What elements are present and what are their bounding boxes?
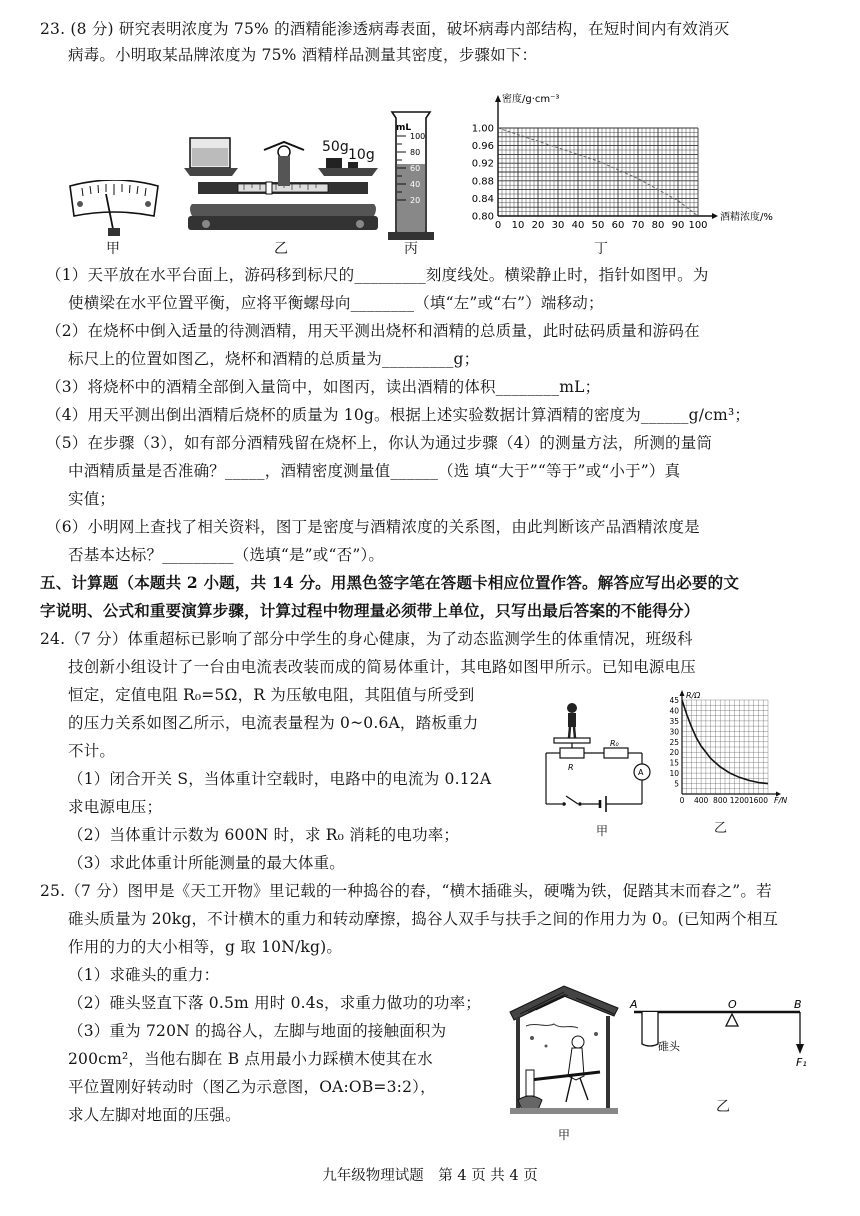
q23-step-1b: 使横梁在水平位置平衡，应将平衡螺母向________（填“左”或“右”）端移动； [68, 294, 604, 312]
y-axis-arrow [495, 95, 501, 102]
y-axis-label: R/Ω [686, 691, 701, 700]
q23-step-2b: 标尺上的位置如图乙，烧杯和酒精的总质量为_________g； [68, 350, 480, 368]
x-tick-label: 400 [693, 796, 709, 805]
resistor-r-label: R [568, 763, 574, 772]
section-5-heading-1: 五、计算题（本题共 2 小题，共 14 分。用黑色签字笔在答题卡相应位置作答。解答应写出必要的文 [40, 573, 740, 592]
q24-line-3: 恒定，定值电阻 R₀=5Ω，R 为压敏电阻，其阻值与所受到 [68, 686, 475, 704]
figure-yi-caption: 乙 [274, 241, 288, 257]
weight-10g-label: 10g [348, 147, 375, 163]
q25-line-2: 碓头质量为 20kg，不计横木的重力和转动摩擦，捣谷人双手与扶手之间的作用力为 0。(已知两个相互 [68, 910, 779, 928]
x-tick-label: 60 [611, 220, 625, 231]
lever-point-a: A [630, 1000, 638, 1011]
q24-line-1: 24.（7 分）体重超标已影响了部分中学生的身心健康，为了动态监测学生的体重情况，班级科 [40, 630, 693, 648]
rf-graph-caption: 乙 [714, 821, 728, 836]
y-tick-label: 15 [669, 758, 679, 768]
q23-line-2: 病毒。小明取某品牌浓度为 75% 酒精样品测量其密度，步骤如下： [68, 46, 538, 64]
q25-step-2: （2）碓头竖直下落 0.5m 用时 0.4s，求重力做功的功率； [68, 994, 481, 1012]
y-tick-label: 30 [669, 727, 679, 737]
cylinder-tick-100: 100 [410, 132, 426, 141]
cylinder-tick-20: 20 [410, 196, 421, 205]
q25-step-3c: 平位置刚好转动时（图乙为示意图，OA:OB=3:2）， [68, 1078, 436, 1096]
cylinder-unit: mL [396, 123, 412, 133]
x-tick-label: 50 [591, 220, 605, 231]
pointer-scale-figure [66, 180, 162, 240]
x-tick-label: 90 [671, 220, 685, 231]
circuit-caption: 甲 [596, 824, 609, 838]
q25-line-3: 作用的力的大小相等，g 取 10N/kg)。 [68, 938, 343, 956]
figure-bing-caption: 丙 [404, 241, 418, 257]
q23-step-3: （3）将烧杯中的酒精全部倒入量筒中，如图丙，读出酒精的体积________mL； [46, 378, 601, 396]
resistance-force-chart [660, 688, 790, 812]
q24-step-2: （2）当体重计示数为 600N 时，求 R₀ 消耗的电功率； [68, 826, 460, 844]
q23-line-1: 23. (8 分) 研究表明浓度为 75% 的酒精能渗透病毒表面，破坏病毒内部结构，在短时间内有效消灭 [40, 20, 730, 38]
q23-step-5a: （5）在步骤（3），如有部分酒精残留在烧杯上，你认为通过步骤（4）的测量方法，所测的量筒 [46, 434, 713, 452]
q25-step-3a: （3）重为 720N 的捣谷人，左脚与地面的接触面积为 [68, 1022, 447, 1040]
circuit-figure [542, 700, 660, 820]
force-f1-label: F₁ [796, 1056, 807, 1069]
q25-step-3b: 200cm²，当他右脚在 B 点用最小力踩横木使其在水 [68, 1050, 433, 1068]
q23-step-6b: 否基本达标？_________（选填“是”或“否”）。 [68, 546, 385, 564]
cylinder-tick-60: 60 [410, 164, 421, 173]
x-axis-arrow [712, 213, 718, 219]
y-tick-label: 0.88 [471, 176, 494, 188]
q23-step-5c: 实值； [68, 490, 116, 508]
weight-50g [326, 158, 342, 168]
lever-point-o: O [728, 1000, 737, 1011]
y-axis-arrow [680, 690, 685, 696]
y-axis-label: 密度/g·cm⁻³ [502, 94, 560, 105]
pounding-mill-illustration [506, 968, 622, 1124]
x-tick-label: 40 [571, 220, 585, 231]
figure-jia-caption: 甲 [106, 241, 120, 257]
x-tick-label: 30 [551, 220, 565, 231]
x-tick-label: 80 [651, 220, 665, 231]
x-tick-label: 0 [494, 220, 502, 231]
q24-line-5: 不计。 [68, 742, 116, 760]
y-tick-label: 1.00 [471, 123, 494, 135]
x-axis-label: F/N [774, 796, 788, 805]
q24-step-3: （3）求此体重计所能测量的最大体重。 [68, 854, 345, 872]
q23-step-1a: （1）天平放在水平台面上，游码移到标尺的_________刻度线处。横梁静止时，指针如图甲。为 [46, 266, 709, 284]
lever-caption: 乙 [716, 1099, 730, 1115]
figure-ding-caption: 丁 [594, 241, 608, 257]
q25-step-1: （1）求碓头的重力： [68, 966, 220, 984]
cylinder-tick-80: 80 [410, 148, 421, 157]
x-tick-label: 800 [713, 796, 728, 805]
density-concentration-chart [452, 92, 798, 242]
pestle-head-label: 碓头 [658, 1040, 680, 1053]
ammeter-label: A [638, 768, 644, 777]
lever-point-b: B [794, 1000, 802, 1011]
q24-step-1b: 求电源电压； [68, 798, 163, 816]
x-tick-label: 10 [511, 220, 525, 231]
q23-step-2a: （2）在烧杯中倒入适量的待测酒精，用天平测出烧杯和酒精的总质量，此时砝码质量和游码在 [46, 322, 700, 340]
x-tick-label: 1600 [748, 796, 768, 805]
x-tick-label: 100 [688, 220, 708, 231]
q24-line-2: 技创新小组设计了一台由电流表改装而成的简易体重计，其电路如图甲所示。已知电源电压 [68, 658, 697, 676]
y-tick-label: 0.84 [471, 193, 494, 205]
lever-diagram [628, 1000, 808, 1080]
q23-step-6a: （6）小明网上查找了相关资料，图丁是密度与酒精浓度的关系图，由此判断该产品酒精浓度是 [46, 518, 700, 536]
q24-step-1a: （1）闭合开关 S，当体重计空载时，电路中的电流为 0.12A [68, 770, 492, 788]
q24-line-4: 的压力关系如图乙所示，电流表量程为 0~0.6A，踏板重力 [68, 714, 479, 732]
q23-step-5b: 中酒精质量是否准确？_____，酒精密度测量值______（选 填“大于”“等于”或“小于”）真 [68, 462, 681, 480]
q25-line-1: 25.（7 分）图甲是《天工开物》里记载的一种捣谷的舂，“横木插碓头，硬嘴为铁，促踏其末而舂之”。若 [40, 882, 772, 900]
y-tick-label: 0.80 [471, 211, 494, 223]
x-tick-label: 20 [531, 220, 545, 231]
illustration-jia-caption: 甲 [558, 1128, 571, 1142]
balance-figure [178, 112, 386, 240]
x-tick-label: 1200 [729, 796, 749, 805]
x-tick-label: 0 [679, 796, 685, 805]
y-tick-label: 20 [669, 748, 679, 758]
x-tick-label: 70 [631, 220, 645, 231]
y-tick-label: 25 [669, 737, 679, 747]
q23-step-4: （4）用天平测出倒出酒精后烧杯的质量为 10g。根据上述实验数据计算酒精的密度为______g/cm³； [46, 406, 751, 424]
y-tick-label: 0.96 [471, 141, 494, 153]
page-footer: 九年级物理试题 第 4 页 共 4 页 [322, 1168, 538, 1184]
y-tick-label: 45 [669, 696, 679, 705]
y-tick-label: 5 [674, 779, 679, 789]
x-axis-label: 酒精浓度/% [720, 212, 773, 223]
y-tick-label: 35 [669, 716, 679, 726]
y-tick-label: 0.92 [471, 158, 494, 170]
q25-step-3d: 求人左脚对地面的压强。 [68, 1106, 241, 1124]
y-tick-label: 10 [669, 769, 679, 779]
section-5-heading-2: 字说明、公式和重要演算步骤，计算过程中物理量必须带上单位，只写出最后答案的不能得分） [40, 601, 700, 620]
cylinder-tick-40: 40 [410, 180, 421, 189]
y-tick-label: 40 [669, 706, 679, 716]
weight-50g-label: 50g [322, 139, 349, 155]
resistor-r0-label: R₀ [610, 739, 619, 748]
cylinder-figure [386, 108, 438, 242]
